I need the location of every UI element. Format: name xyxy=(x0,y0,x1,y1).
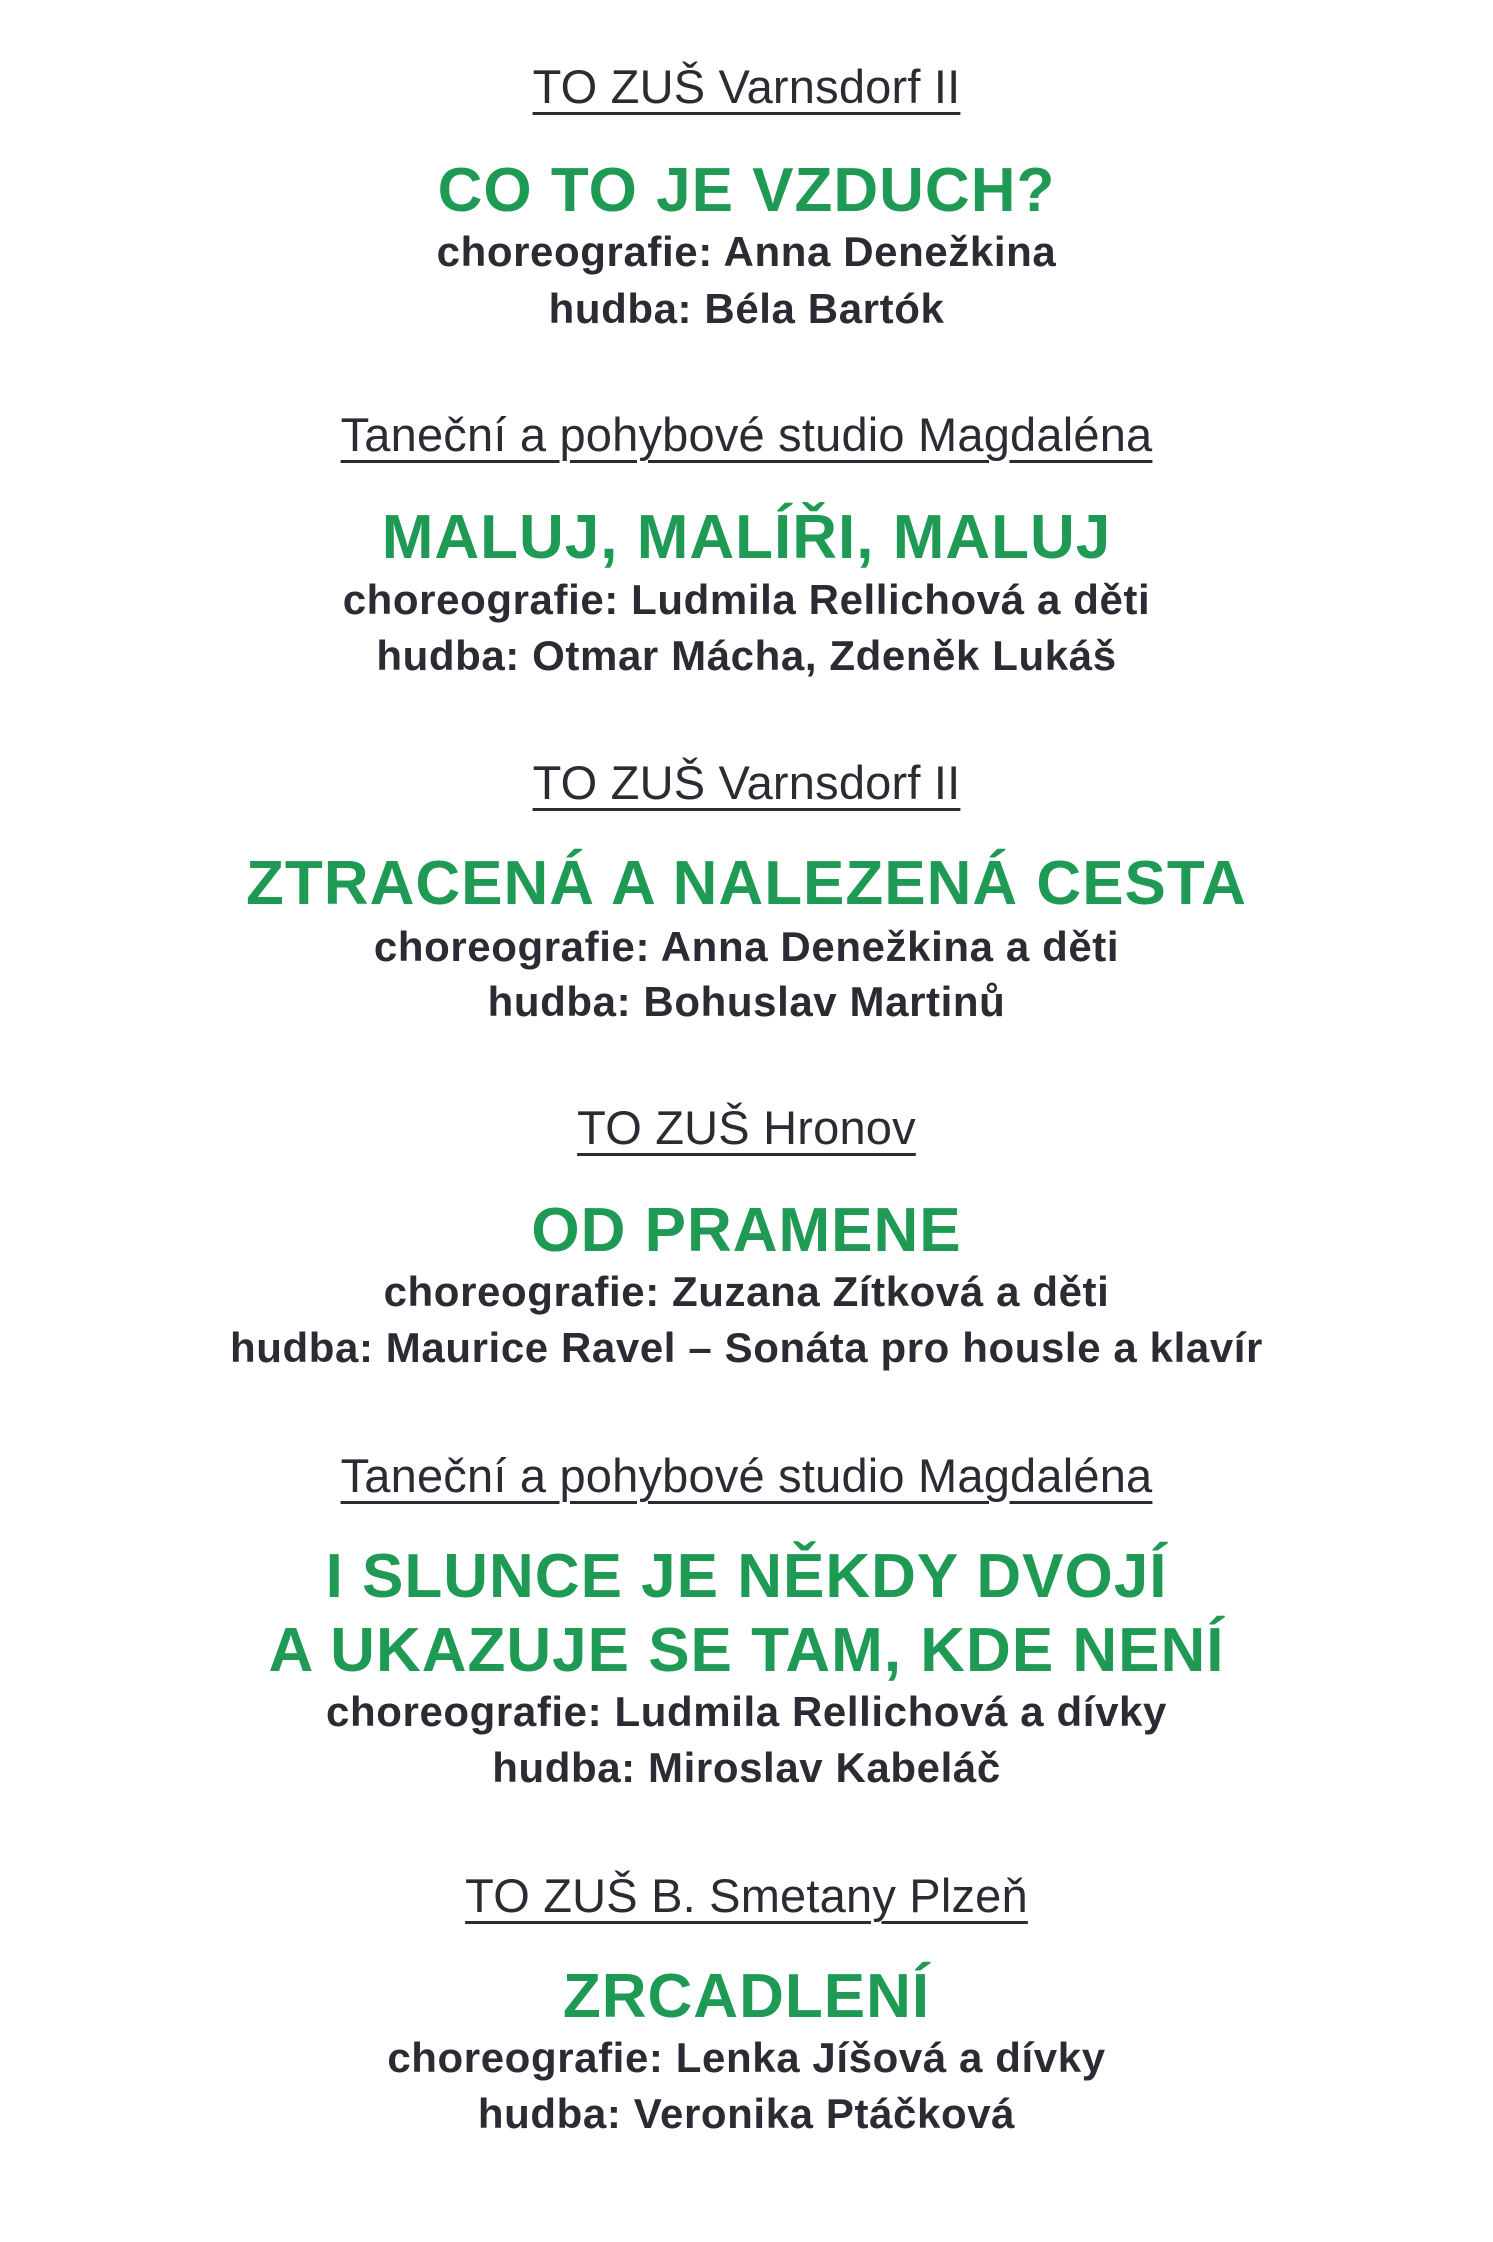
music-credit: hudba: Otmar Mácha, Zdeněk Lukáš xyxy=(376,632,1117,679)
music-credit: hudba: Bohuslav Martinů xyxy=(487,978,1006,1025)
performance-title: ZTRACENÁ A NALEZENÁ CESTA xyxy=(246,849,1247,918)
choreography-credit: choreografie: Zuzana Zítková a děti xyxy=(383,1268,1110,1315)
ensemble-heading: TO ZUŠ Hronov xyxy=(577,1101,916,1154)
performance-title: CO TO JE VZDUCH? xyxy=(437,156,1056,225)
choreography-credit: choreografie: Ludmila Rellichová a děti xyxy=(342,576,1151,623)
ensemble-heading: Taneční a pohybové studio Magdaléna xyxy=(340,1449,1153,1502)
performance-title: ZRCADLENÍ xyxy=(562,1962,931,2031)
performance-title: I SLUNCE JE NĚKDY DVOJÍ xyxy=(325,1542,1168,1611)
music-credit: hudba: Miroslav Kabeláč xyxy=(492,1744,1001,1791)
music-credit: hudba: Veronika Ptáčková xyxy=(477,2090,1016,2137)
choreography-credit: choreografie: Anna Denežkina xyxy=(436,228,1057,275)
ensemble-heading: Taneční a pohybové studio Magdaléna xyxy=(340,408,1153,461)
choreography-credit: choreografie: Ludmila Rellichová a dívky xyxy=(326,1688,1167,1735)
performance-title: MALUJ, MALÍŘI, MALUJ xyxy=(381,503,1112,572)
ensemble-heading: TO ZUŠ Varnsdorf II xyxy=(532,756,961,809)
ensemble-heading: TO ZUŠ Varnsdorf II xyxy=(532,60,961,113)
choreography-credit: choreografie: Lenka Jíšová a dívky xyxy=(387,2034,1106,2081)
music-credit: hudba: Maurice Ravel – Sonáta pro housle a klavír xyxy=(229,1324,1264,1371)
music-credit: hudba: Béla Bartók xyxy=(548,285,945,332)
performance-title-line-2: A UKAZUJE SE TAM, KDE NENÍ xyxy=(268,1616,1225,1685)
performance-title: OD PRAMENE xyxy=(531,1196,962,1265)
ensemble-heading: TO ZUŠ B. Smetany Plzeň xyxy=(465,1869,1028,1922)
choreography-credit: choreografie: Anna Denežkina a děti xyxy=(373,923,1120,970)
